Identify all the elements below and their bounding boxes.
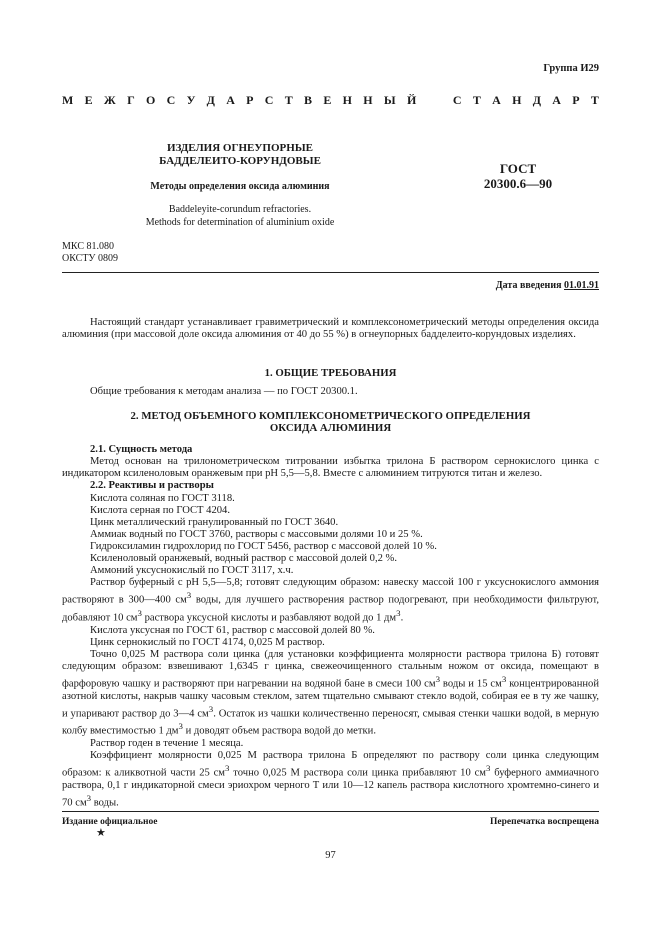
introduction-date-label: Дата введения: [495, 280, 564, 291]
text-run: .: [400, 612, 404, 624]
section-1-heading: 1. ОБЩИЕ ТРЕБОВАНИЯ: [264, 367, 397, 379]
introduction-date: [496, 280, 599, 291]
text-run: воды, для лучшего растворения раствор подогревают, при необходимости фильтруют, добавляют 10 см: [62, 594, 599, 624]
page-number: 97: [325, 850, 336, 861]
word-gap: [428, 93, 442, 108]
header-letter: С: [264, 93, 274, 107]
text-run: буферного аммиачного раствора, 0,1 г индикаторной смеси эриохром черного Т или 10—12 капель раствора кислотного хромтемно-синего и 70 см: [62, 767, 599, 809]
footer-divider: [62, 811, 599, 812]
header-letter: В: [304, 93, 313, 107]
text-run: раствора уксусной кислоты и разбавляют водой до 1 дм: [141, 612, 397, 624]
reagent-item: Гидроксиламин гидрохлорид по ГОСТ 5456, раствор с массовой долей 10 %.: [90, 540, 437, 552]
header-letter: А: [492, 93, 501, 107]
header-letter: Ы: [383, 93, 396, 107]
text-run: воды и 15 см: [440, 678, 502, 690]
text-run: и доводят объем раствора водой до метки.: [182, 725, 376, 737]
english-title-line-2: Methods for determination of aluminium oxide: [145, 217, 335, 228]
validity-line: Раствор годен в течение 1 месяца.: [90, 737, 244, 749]
text-run: концентрированной азотной кислоты, накрыв чашку часовым стеклом, затем тщательно смывают стекло водой, собирая ее в ту же чашку, и упаривают раствор до 3—4 см: [62, 678, 600, 720]
gost-number: 20300.6—90: [483, 176, 553, 191]
section-2-heading-line-2: ОКСИДА АЛЮМИНИЯ: [269, 422, 392, 435]
header-letter: Д: [532, 93, 541, 107]
coefficient-paragraph: [62, 750, 599, 809]
reagent-item: Аммоний уксуснокислый по ГОСТ 3117, х.ч.: [90, 565, 294, 577]
text-run: точно 0,025 М раствора соли цинка прибавляют 10 см: [229, 767, 486, 779]
header-letter: Д: [206, 93, 215, 107]
superscript: 3: [435, 673, 440, 684]
superscript: 3: [178, 721, 183, 732]
header-letter: Т: [472, 93, 481, 107]
superscript: 3: [137, 607, 142, 618]
section-1-text: Общие требования к методам анализа — по ГОСТ 20300.1.: [90, 386, 358, 398]
english-title: [110, 203, 370, 229]
header-letter: Ж: [103, 93, 116, 107]
superscript: 3: [225, 763, 230, 774]
text-run: Раствор буферный с pH 5,5—5,8; готовят следующим образом: навеску массой 100 г уксуснокислого аммония растворяют в 300—400 см: [62, 577, 599, 606]
header-letter: Т: [590, 93, 599, 107]
reagent-item: Кислота соляная по ГОСТ 3118.: [90, 492, 235, 504]
header-letter: Т: [284, 93, 293, 107]
text-run: воды.: [91, 797, 119, 809]
zinc-solution-paragraph: [62, 649, 599, 738]
superscript: 3: [396, 607, 401, 618]
star-icon: ★: [96, 827, 106, 839]
superscript: 3: [485, 763, 491, 774]
zinc-sulfate-line: Цинк сернокислый по ГОСТ 4174, 0,025 М раствор.: [90, 636, 325, 648]
gost-label: ГОСТ: [499, 161, 537, 176]
mks-code: МКС 81.080: [62, 241, 114, 252]
section-1: [62, 367, 599, 398]
superscript: 3: [208, 703, 214, 714]
reagent-item: Ксиленоловый оранжевый, водный раствор с массовой долей 0,2 %.: [90, 553, 398, 565]
buffer-solution-paragraph: [62, 577, 599, 624]
text-run: Точно 0,025 М раствора соли цинка (для установки коэффициента молярности раствора трилона Б) готовят следующим образом: взвешивают 1,6345 г цинка, свежеочищенного стальным ножом от оксида, помещают в фарфоровую чашку и растворяют при нагревании на водяной бане в смеси 100 см: [62, 648, 599, 690]
reagent-item: Цинк металлический гранулированный по ГОСТ 3640.: [90, 516, 339, 528]
header-letter: С: [166, 93, 176, 107]
header-letter: Н: [342, 93, 352, 107]
document-subtitle: Методы определения оксида алюминия: [150, 181, 330, 192]
subsection-2-1-heading: 2.1. Сущность метода: [90, 444, 193, 456]
reagent-item: Аммиак водный по ГОСТ 3760, растворы с массовыми долями 10 и 25 %.: [90, 528, 423, 540]
acetic-acid-line: Кислота уксусная по ГОСТ 61, раствор с массовой долей 80 %.: [90, 624, 375, 636]
text-run: . Остаток из чашки количественно переносят, смывая стенки чашки водой, в мерную колбу вместимостью 1 дм: [62, 708, 600, 737]
text-run: Коэффициент молярности 0,025 М раствора трилона Б определяют по раствору соли цинка следующим образом: к аликвотной части 25 см: [62, 750, 599, 779]
body-intro: [62, 317, 599, 341]
english-title-line-1: Baddeleyite-corundum refractories.: [168, 204, 312, 215]
document-title: [110, 142, 370, 168]
header-letter: Р: [246, 93, 254, 107]
reagent-item: Кислота серная по ГОСТ 4204.: [90, 504, 230, 516]
group-label: Группа И29: [543, 63, 599, 74]
header-letter: С: [452, 93, 462, 107]
header-letter: У: [186, 93, 196, 107]
section-2-heading-line-1: 2. МЕТОД ОБЪЕМНОГО КОМПЛЕКСОНОМЕТРИЧЕСКОГО ОПРЕДЕЛЕНИЯ: [130, 410, 531, 422]
standard-header: [62, 93, 599, 108]
oksty-code: ОКСТУ 0809: [62, 253, 119, 264]
header-letter: О: [145, 93, 156, 107]
header-letter: Р: [572, 93, 580, 107]
header-letter: Е: [323, 93, 332, 107]
header-letter: Е: [84, 93, 93, 107]
introduction-date-value: 01.01.91: [564, 280, 599, 291]
subsection-2-1-text: Метод основан на трилонометрическом титровании избытка трилона Б раствором сернокислого цинка с индикатором ксиленоловым оранжевым при pH 5,5—5,8. Вместе с алюминием титруются титан и железо.: [62, 456, 599, 480]
superscript: 3: [86, 792, 92, 803]
header-letter: Н: [363, 93, 373, 107]
header-letter: А: [226, 93, 235, 107]
reprint-prohibited-label: Перепечатка воспрещена: [489, 817, 599, 827]
superscript: 3: [501, 673, 507, 684]
header-letter: Й: [406, 93, 417, 107]
superscript: 3: [186, 590, 192, 601]
subsection-2-2-heading: 2.2. Реактивы и растворы: [90, 480, 214, 492]
header-letter: М: [62, 93, 74, 107]
intro-paragraph: Настоящий стандарт устанавливает гравиметрический и комплексонометрический методы определения оксида алюминия (при массовой доле оксида алюминия от 40 до 55 %) в огнеупорных бадделеито-корундовых изделиях.: [62, 317, 599, 341]
header-divider: [62, 272, 599, 273]
header-letter: Н: [512, 93, 522, 107]
title-line-2: БАДДЕЛЕИТО-КОРУНДОВЫЕ: [159, 155, 321, 167]
header-letter: А: [552, 93, 561, 107]
header-letter: Г: [127, 93, 135, 107]
gost-designation: [468, 161, 568, 191]
classification-codes: [62, 241, 118, 265]
title-line-1: ИЗДЕЛИЯ ОГНЕУПОРНЫЕ: [167, 142, 313, 154]
official-edition-label: Издание официальное: [62, 817, 158, 827]
section-2: [62, 410, 599, 809]
